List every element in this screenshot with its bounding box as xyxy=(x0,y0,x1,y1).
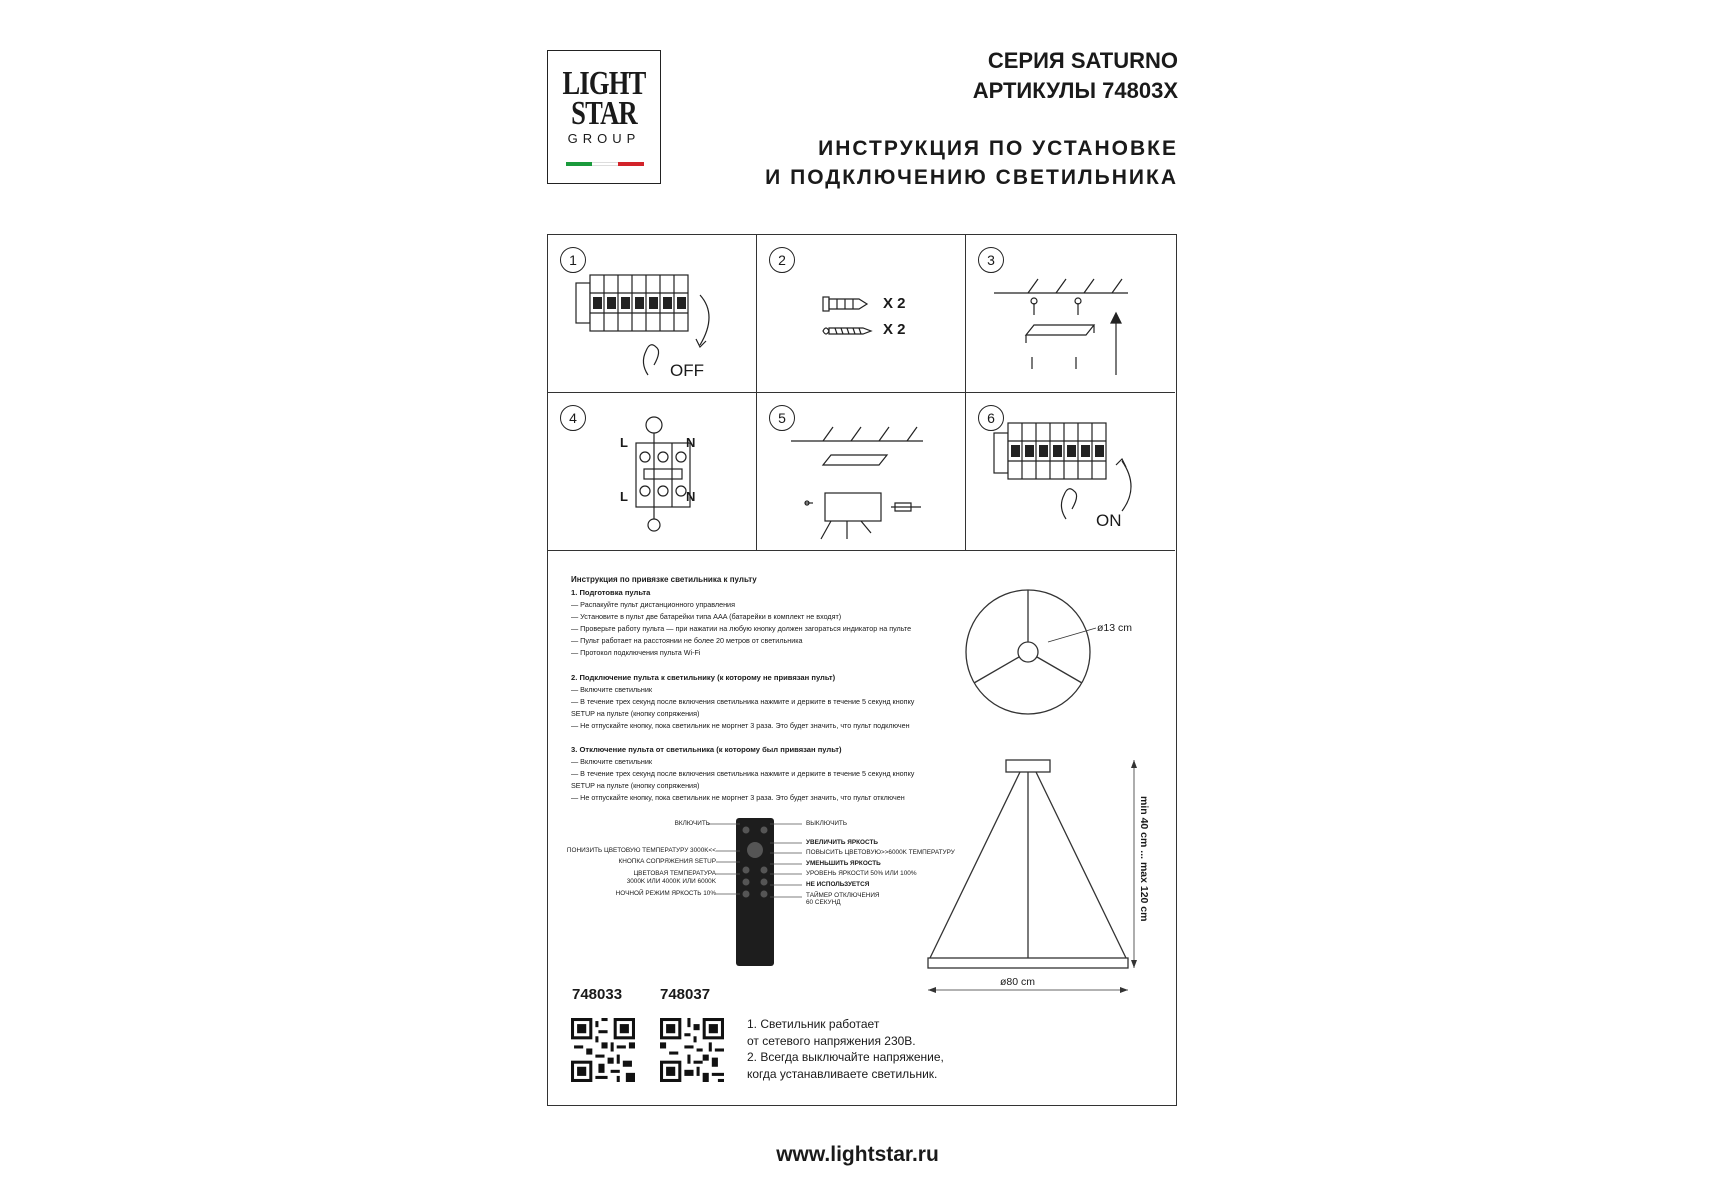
remote-label-lower-temp: ПОНИЗИТЬ ЦВЕТОВУЮ ТЕМПЕРАТУРУ 3000K<< xyxy=(566,847,716,854)
breaker-off-illustration xyxy=(548,235,757,393)
step-6-panel xyxy=(966,393,1175,551)
section-1-line: — Распакуйте пульт дистанционного управления xyxy=(571,600,735,609)
section-3-line: — Включите светильник xyxy=(571,757,653,766)
step-number: 4 xyxy=(560,405,586,431)
dowel-screw-illustration xyxy=(757,235,966,393)
section-2-line: — Не отпускайте кнопку, пока светильник не моргнет 3 раза. Это будет значить, что пульт подключен xyxy=(571,721,910,730)
logo-line-3: GROUP xyxy=(567,131,641,146)
qr-code-icon xyxy=(571,1018,635,1082)
instruction-header xyxy=(765,134,1178,192)
remote-label-setup: КНОПКА СОПРЯЖЕНИЯ SETUP xyxy=(618,858,716,865)
section-1-line: — Протокол подключения пульта Wi-Fi xyxy=(571,648,701,657)
section-2-line: SETUP на пульте (кнопку сопряжения) xyxy=(571,709,700,718)
section-1-title: 1. Подготовка пульта xyxy=(571,588,651,597)
note-line: от сетевого напряжения 230В. xyxy=(747,1033,916,1048)
step-number: 1 xyxy=(560,247,586,273)
ring-diameter-label: ø80 cm xyxy=(1000,976,1036,988)
step-number: 3 xyxy=(978,247,1004,273)
series-header xyxy=(973,46,1178,106)
dowel-quantity: X 2 xyxy=(883,295,906,312)
ring-side-view xyxy=(928,958,1128,968)
section-1-line: — Пульт работает на расстоянии не более 20 метров от светильника xyxy=(571,636,803,645)
step-2-panel xyxy=(757,235,966,393)
brand-logo xyxy=(547,50,661,184)
remote-label-raise-temp: ПОВЫСИТЬ ЦВЕТОВУЮ>>6000K ТЕМПЕРАТУРУ xyxy=(806,849,955,856)
terminal-block-illustration xyxy=(548,393,757,551)
qr-code-icon xyxy=(660,1018,724,1082)
step-3-panel xyxy=(966,235,1175,393)
safety-notes xyxy=(747,1016,944,1082)
article-748033: 748033 xyxy=(572,986,623,1003)
n-label-bottom: N xyxy=(686,489,696,504)
remote-label-night-mode: НОЧНОЙ РЕЖИМ ЯРКОСТЬ 10% xyxy=(615,890,716,897)
section-2-line: — В течение трех секунд после включения светильника нажмите и держите в течение 5 секунд кнопку xyxy=(571,697,915,706)
remote-label-brightness-level: УРОВЕНЬ ЯРКОСТИ 50% ИЛИ 100% xyxy=(806,870,917,877)
step-4-panel xyxy=(548,393,757,551)
logo-line-2: STAR xyxy=(571,95,637,132)
l-label-bottom: L xyxy=(620,489,628,504)
section-2-title: 2. Подключение пульта к светильнику (к которому не привязан пульт) xyxy=(571,673,836,682)
section-1-line: — Проверьте работу пульта — при нажатии на любую кнопку должен загораться индикатор на пульте xyxy=(571,624,912,633)
article-748037: 748037 xyxy=(660,986,711,1003)
section-3-line: — Не отпускайте кнопку, пока светильник не моргнет 3 раза. Это будет значить, что пульт отключен xyxy=(571,793,905,802)
note-line: 2. Всегда выключайте напряжение, xyxy=(747,1050,944,1064)
instruction-line-1: ИНСТРУКЦИЯ ПО УСТАНОВКЕ xyxy=(818,137,1178,160)
bracket-mount-illustration xyxy=(966,235,1176,393)
note-line: 1. Светильник работает xyxy=(747,1017,880,1031)
note-line: когда устанавливаете светильник. xyxy=(747,1066,938,1081)
off-caption: OFF xyxy=(670,361,704,380)
on-caption: ON xyxy=(1096,511,1122,530)
instructions-title: Инструкция по привязке светильника к пульту xyxy=(571,575,757,584)
section-1-line: — Установите в пульт две батарейки типа AAA (батарейки в комплект не входят) xyxy=(571,612,842,621)
instruction-line-2: И ПОДКЛЮЧЕНИЮ СВЕТИЛЬНИКА xyxy=(765,166,1178,189)
remote-label-timer-value: 60 СЕКУНД xyxy=(806,899,841,906)
step-number: 5 xyxy=(769,405,795,431)
breaker-on-illustration xyxy=(966,393,1176,551)
l-label-top: L xyxy=(620,435,628,450)
remote-label-timer: ТАЙМЕР ОТКЛЮЧЕНИЯ xyxy=(806,892,880,899)
step-number: 2 xyxy=(769,247,795,273)
remote-label-on: ВКЛЮЧИТЬ xyxy=(674,820,710,827)
section-3-line: SETUP на пульте (кнопку сопряжения) xyxy=(571,781,700,790)
section-3-title: 3. Отключение пульта от светильника (к которому был привязан пульт) xyxy=(571,745,842,754)
fixture-drawing xyxy=(920,580,1160,1010)
italian-flag-icon xyxy=(566,162,644,166)
section-3-line: — В течение трех секунд после включения светильника нажмите и держите в течение 5 секунд кнопку xyxy=(571,769,915,778)
remote-label-color-temp-values: 3000K ИЛИ 4000K ИЛИ 6000K xyxy=(626,878,716,885)
remote-body xyxy=(736,818,774,966)
remote-label-brightness-up: УВЕЛИЧИТЬ ЯРКОСТЬ xyxy=(806,839,878,846)
remote-label-brightness-down: УМЕНЬШИТЬ ЯРКОСТЬ xyxy=(806,860,881,867)
step-number: 6 xyxy=(978,405,1004,431)
step-5-panel xyxy=(757,393,966,551)
articles-title: АРТИКУЛЫ 74803X xyxy=(972,78,1178,103)
remote-label-off: ВЫКЛЮЧИТЬ xyxy=(806,820,848,827)
canopy-diameter-label: ø13 cm xyxy=(1097,622,1133,634)
step-1-panel xyxy=(548,235,757,393)
logo-line-1: LIGHT xyxy=(562,65,646,102)
section-2-line: — Включите светильник xyxy=(571,685,653,694)
remote-label-not-used: НЕ ИСПОЛЬЗУЕТСЯ xyxy=(806,881,870,888)
screw-quantity: X 2 xyxy=(883,321,906,338)
remote-label-color-temp: ЦВЕТОВАЯ ТЕМПЕРАТУРА xyxy=(633,870,716,877)
canopy-mount-illustration xyxy=(757,393,966,551)
canopy-side-view xyxy=(1006,760,1050,772)
height-range-label: min 40 cm ... max 120 cm xyxy=(1138,796,1150,922)
canopy-top-view xyxy=(1018,642,1038,662)
website-link[interactable]: www.lightstar.ru xyxy=(776,1143,939,1166)
series-title: СЕРИЯ SATURNO xyxy=(987,48,1178,73)
n-label-top: N xyxy=(686,435,696,450)
